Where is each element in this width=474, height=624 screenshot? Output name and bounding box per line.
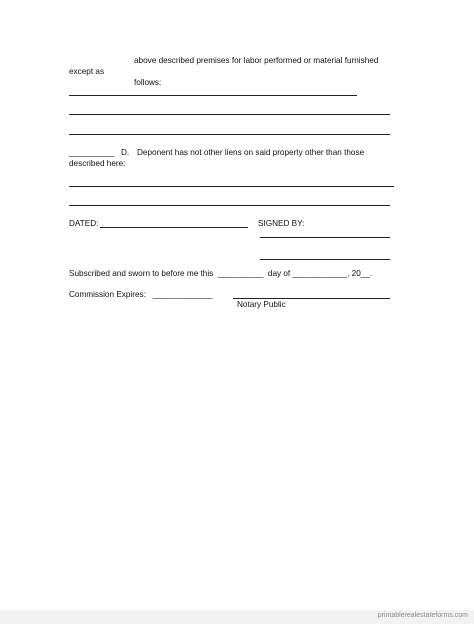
watermark: printablerealestateforms.com — [377, 612, 468, 619]
subscribed-sworn-text: Subscribed and sworn to before me this __________ day of ____________, 20__. — [69, 269, 373, 278]
blank-line — [69, 186, 394, 187]
notary-public-label: Notary Public — [237, 300, 286, 309]
dated-label: DATED: — [69, 219, 99, 228]
blank-line — [69, 114, 390, 115]
body-line-3: follows: — [134, 78, 162, 87]
paragraph-d-blank: __________ — [69, 148, 115, 157]
paragraph-d-text-2: described here: — [69, 159, 126, 168]
paragraph-d-label: D. — [121, 148, 130, 157]
signed-by-label: SIGNED BY: — [258, 219, 305, 228]
commission-expires-label: Commission Expires: — [69, 290, 146, 299]
blank-line — [69, 95, 357, 96]
paragraph-d-text: Deponent has not other liens on said property other than those — [137, 148, 365, 157]
commission-expires-blank: _____________ — [153, 290, 213, 299]
body-line-1: above described premises for labor performed or material furnished — [134, 56, 379, 65]
body-line-2: except as — [69, 67, 105, 76]
blank-line — [69, 205, 390, 206]
blank-line — [69, 134, 390, 135]
dated-blank — [100, 227, 248, 228]
signature-line — [260, 237, 390, 238]
notary-signature-line — [233, 298, 390, 299]
signature-line — [260, 259, 390, 260]
